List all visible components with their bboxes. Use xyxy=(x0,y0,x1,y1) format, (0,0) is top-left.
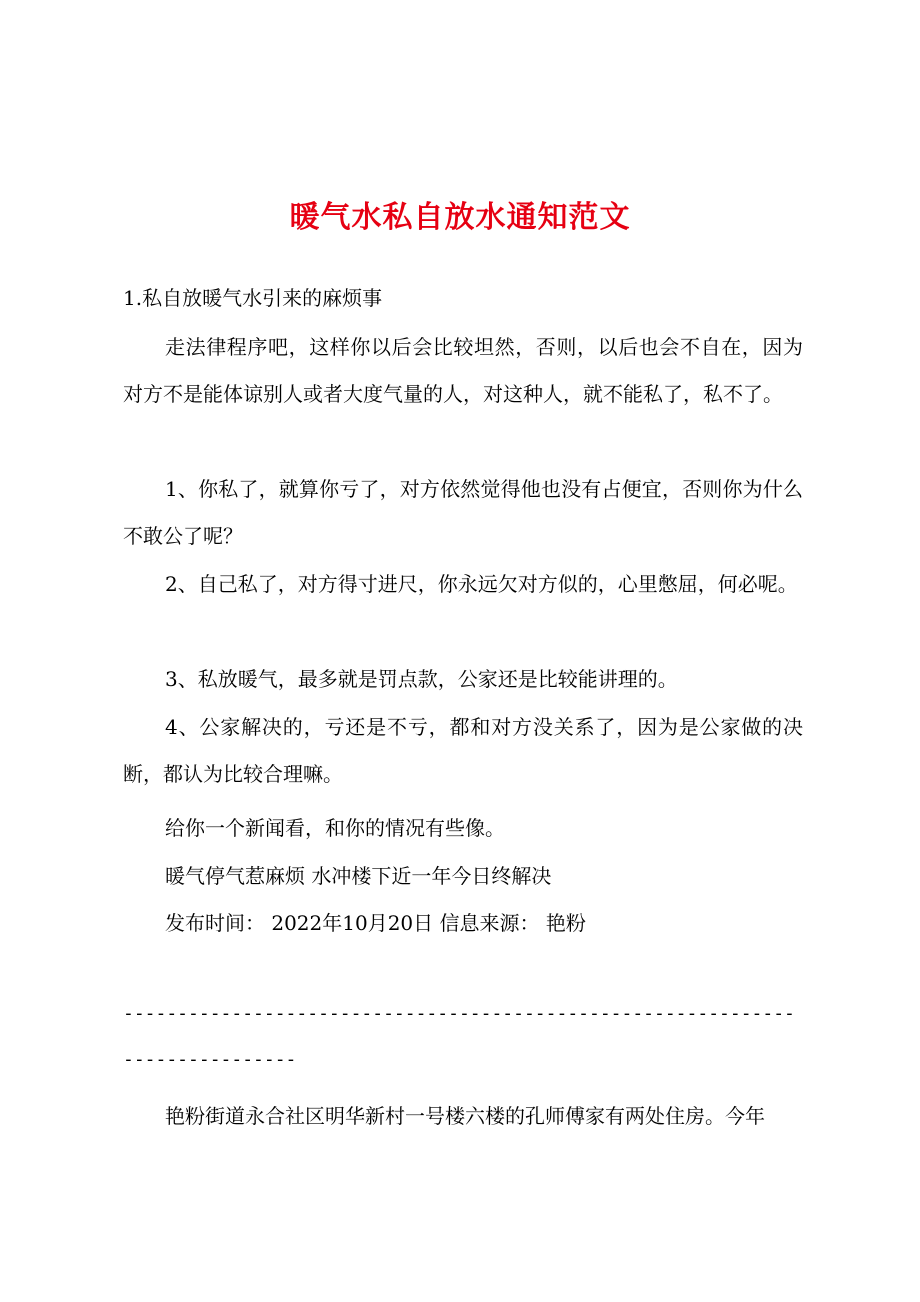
separator-line: -------------------------------------------------------------- xyxy=(123,1003,795,1024)
section-heading: 1.私自放暖气水引来的麻烦事 xyxy=(123,286,383,310)
paragraph-point-1: 1、你私了，就算你亏了，对方依然觉得他也没有占便宜，否则你为什么不敢公了呢？ xyxy=(123,477,803,548)
publish-info: 发布时间： 2022年10月20日 信息来源： 艳粉 xyxy=(165,911,586,935)
news-headline: 暖气停气惹麻烦 水冲楼下近一年今日终解决 xyxy=(165,864,552,888)
news-intro: 给你一个新闻看，和你的情况有些像。 xyxy=(165,816,505,840)
paragraph-point-3: 3、私放暖气，最多就是罚点款，公家还是比较能讲理的。 xyxy=(165,667,678,691)
paragraph-point-4: 4、公家解决的，亏还是不亏，都和对方没关系了，因为是公家做的决断，都认为比较合理嘛。 xyxy=(123,715,803,786)
document-title: 暖气水私自放水通知范文 xyxy=(289,200,631,235)
news-body: 艳粉街道永合社区明华新村一号楼六楼的孔师傅家有两处住房。今年 xyxy=(165,1104,765,1128)
paragraph-advice: 走法律程序吧，这样你以后会比较坦然，否则，以后也会不自在，因为对方不是能体谅别人或者大度气量的人，对这种人，就不能私了，私不了。 xyxy=(123,335,803,406)
paragraph-point-2: 2、自己私了，对方得寸进尺，你永远欠对方似的，心里憋屈，何必呢。 xyxy=(165,572,798,596)
separator-line-continued: ---------------- xyxy=(123,1049,297,1070)
